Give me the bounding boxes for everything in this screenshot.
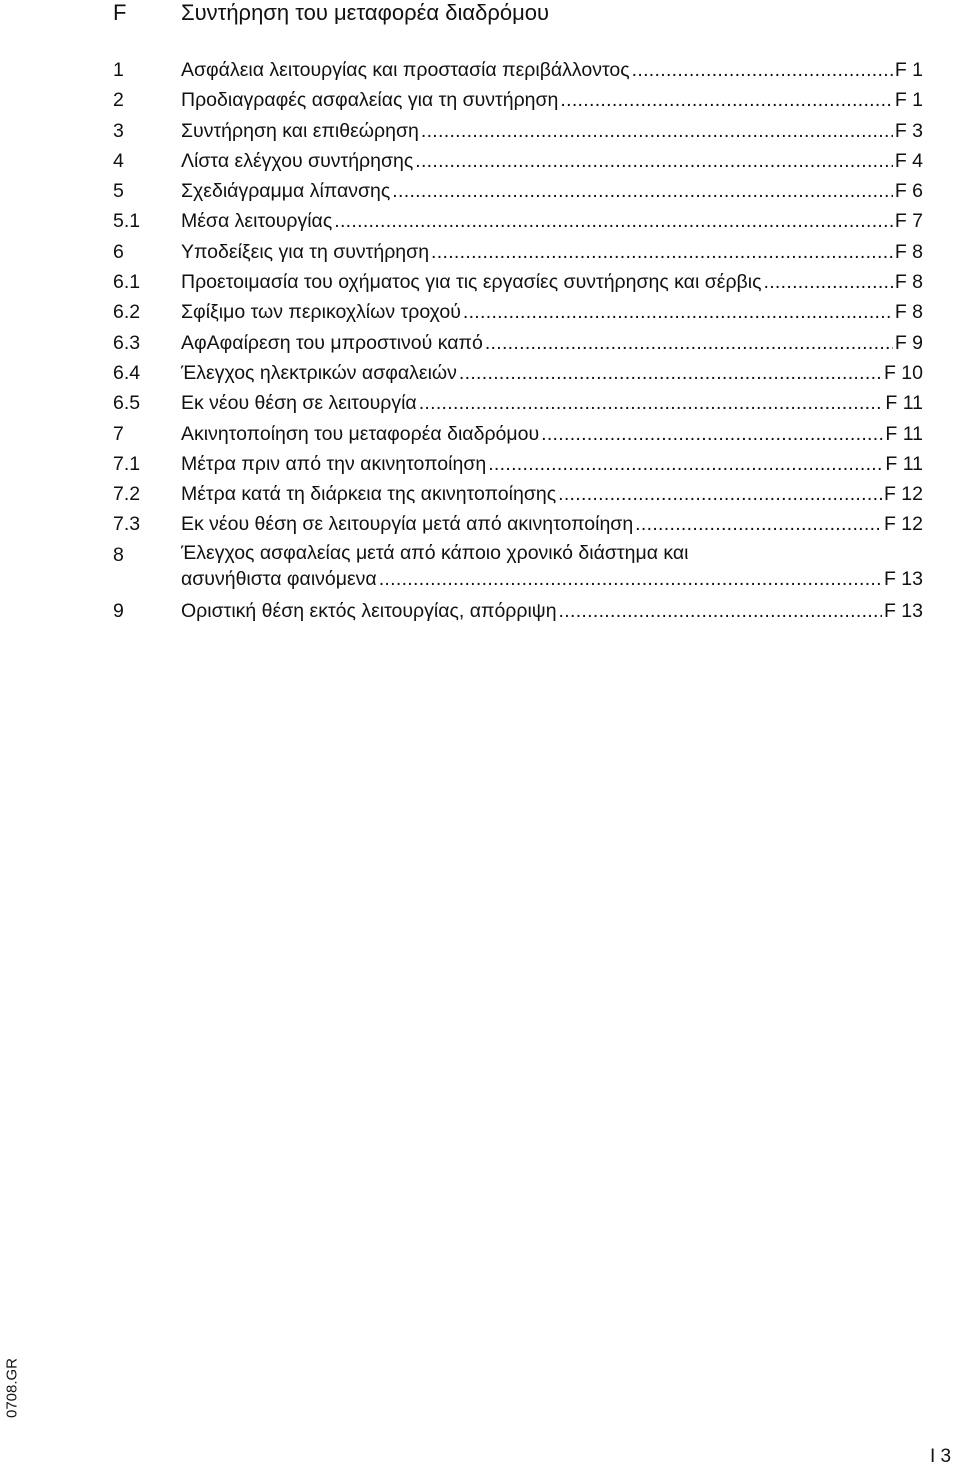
toc-entry-body: [181, 328, 923, 358]
toc-entry-body: [181, 479, 923, 509]
toc-entry-page: F 6: [894, 180, 923, 203]
toc-entry-number: 8: [113, 543, 124, 566]
toc-dot-leader: [559, 596, 882, 626]
toc-entry-page: F 13: [883, 599, 923, 622]
toc-entry-line: [181, 388, 923, 418]
document-code: [0, 1348, 24, 1428]
toc-dot-leader: [632, 55, 893, 85]
toc-entry-body: [181, 509, 923, 539]
toc-dot-leader: [558, 479, 882, 509]
toc-dot-leader: [560, 85, 892, 115]
toc-entry-body: [181, 297, 923, 327]
toc-entry-page: F 10: [883, 361, 923, 384]
toc-entry-title: Λίστα ελέγχου συντήρησης: [181, 149, 414, 172]
toc-entry-line: [181, 176, 923, 206]
toc-entry-body: [181, 358, 923, 388]
toc-entry-line: [181, 566, 923, 592]
toc-entry-line: [181, 206, 923, 236]
toc-entry-page: F 8: [894, 271, 923, 294]
chapter-title: Συντήρηση του μεταφορέα διαδρόμου: [181, 0, 550, 25]
toc-entry-page: F 9: [894, 331, 923, 354]
toc-dot-leader: [635, 509, 882, 539]
toc-entry-body: [181, 116, 923, 146]
toc-entry-number: 7.2: [113, 483, 141, 506]
toc-entry-number: 6.5: [113, 392, 141, 415]
toc-entry: [113, 176, 923, 206]
toc-entry-number: 5.1: [113, 210, 141, 233]
toc-entry-page: F 3: [894, 119, 923, 142]
toc-entry-body: [181, 85, 923, 115]
toc-entry-title: Οριστική θέση εκτός λειτουργίας, απόρριψη: [181, 599, 557, 622]
toc-entry-title: Εκ νέου θέση σε λειτουργία: [181, 392, 417, 415]
toc-dot-leader: [379, 566, 882, 592]
chapter-heading: [0, 0, 960, 28]
toc-entry-page: F 4: [894, 149, 923, 172]
toc-entry-title: ΑφΑφαίρεση του μπροστινού καπό: [181, 331, 483, 354]
toc-dot-leader: [415, 146, 893, 176]
toc-entry: [113, 146, 923, 176]
toc-entry: [113, 596, 923, 626]
toc-entry: [113, 267, 923, 297]
toc-entry-title: Σφίξιμο των περικοχλίων τροχού: [181, 301, 461, 324]
toc-entry-title: Μέτρα κατά τη διάρκεια της ακινητοποίησης: [181, 483, 557, 506]
toc-entry-number: 3: [113, 119, 124, 142]
toc-entry-number: 7.1: [113, 452, 141, 475]
toc-entry-body: [181, 55, 923, 85]
toc-entry-title: Ασφάλεια λειτουργίας και προστασία περιβάλλοντος: [181, 59, 630, 81]
toc-entry: [113, 358, 923, 388]
toc-entry-title: Ακινητοποίηση του μεταφορέα διαδρόμου: [181, 422, 540, 445]
toc-entry-number: 6.2: [113, 301, 141, 324]
toc-entry-line: [181, 55, 923, 85]
toc-entry-line: [181, 358, 923, 388]
toc-entry-body: [181, 449, 923, 479]
toc-entry-title: Μέσα λειτουργίας: [181, 210, 333, 233]
toc-entry-page: F 8: [894, 301, 923, 324]
toc-entry-body: [181, 267, 923, 297]
toc-dot-leader: [485, 328, 893, 358]
toc-entry: [113, 55, 923, 85]
toc-entry: [113, 540, 923, 596]
toc-entry-title: Προδιαγραφές ασφαλείας για τη συντήρηση: [181, 89, 559, 112]
toc-dot-leader: [392, 176, 893, 206]
toc-entry: [113, 388, 923, 418]
toc-entry: [113, 479, 923, 509]
toc-entry-number: 4: [113, 149, 124, 172]
toc-entry-page: F 1: [894, 59, 923, 81]
toc-entry-line: [181, 146, 923, 176]
toc-entry-line: [181, 479, 923, 509]
toc-entry-number: 9: [113, 599, 124, 622]
toc-entry-line: [181, 509, 923, 539]
toc-dot-leader: [334, 206, 893, 236]
toc-entry-number: 6.1: [113, 271, 141, 294]
toc-entry-page: F 11: [885, 392, 923, 415]
toc-dot-leader: [431, 237, 893, 267]
toc-entry-title: Υποδείξεις για τη συντήρηση: [181, 240, 430, 263]
toc-dot-leader: [419, 388, 884, 418]
toc-dot-leader: [541, 419, 883, 449]
toc-dot-leader: [463, 297, 893, 327]
toc-entry-page: F 12: [883, 483, 923, 506]
toc-entry-number: 1: [113, 59, 124, 81]
toc-entry-body: [181, 206, 923, 236]
toc-entry-number: 6.4: [113, 361, 141, 384]
toc-entry-title: Συντήρηση και επιθεώρηση: [181, 119, 419, 142]
toc-entry-title: Έλεγχος ασφαλείας μετά από κάποιο χρονικό διάστημα και: [181, 541, 689, 564]
toc-entry: [113, 116, 923, 146]
toc-entry: [113, 328, 923, 358]
document-code-text: 0708.GR: [3, 1357, 21, 1419]
toc-entry-line: [181, 237, 923, 267]
page-number: I 3: [930, 1446, 952, 1467]
toc-entry-title: Σχεδιάγραμμα λίπανσης: [181, 180, 391, 203]
toc-entry-line: [181, 328, 923, 358]
chapter-letter: F: [113, 0, 127, 25]
toc-entry-title: Έλεγχος ηλεκτρικών ασφαλειών: [181, 361, 457, 384]
toc-entry: [113, 449, 923, 479]
toc-dot-leader: [763, 267, 892, 297]
toc-entry-number: 2: [113, 89, 124, 112]
toc-entry-number: 7: [113, 422, 124, 445]
toc-entry-line: [181, 267, 923, 297]
toc-entry: [113, 419, 923, 449]
toc-entry-page: F 7: [894, 210, 923, 233]
toc-entry-body: [181, 419, 923, 449]
toc-dot-leader: [459, 358, 882, 388]
toc-entry-page: F 13: [883, 567, 923, 590]
toc-entry-page: F 12: [883, 513, 923, 536]
toc-entry-body: [181, 237, 923, 267]
toc-entry: [113, 297, 923, 327]
toc-entry-title: Προετοιμασία του οχήματος για τις εργασίες συντήρησης και σέρβις: [181, 271, 762, 294]
toc-entry: [113, 206, 923, 236]
toc-entry-number: 7.3: [113, 513, 141, 536]
toc-entry-body: [181, 596, 923, 626]
toc-entry-line: [181, 596, 923, 626]
toc-entry-line: [181, 449, 923, 479]
toc-entry-page: F 1: [894, 89, 923, 112]
table-of-contents: [113, 55, 923, 626]
toc-entry-page: F 11: [885, 452, 923, 475]
toc-entry-page: F 11: [885, 422, 923, 445]
toc-entry: [113, 509, 923, 539]
toc-entry-title: Μέτρα πριν από την ακινητοποίηση: [181, 452, 487, 475]
toc-entry-number: 6: [113, 240, 124, 263]
toc-dot-leader: [488, 449, 883, 479]
toc-entry-number: 6.3: [113, 331, 141, 354]
toc-entry-line: [181, 419, 923, 449]
toc-entry-page: F 8: [894, 240, 923, 263]
toc-entry-title: Εκ νέου θέση σε λειτουργία μετά από ακινητοποίηση: [181, 513, 634, 536]
toc-entry-line: [181, 85, 923, 115]
toc-entry-line: [181, 297, 923, 327]
toc-entry-body: [181, 388, 923, 418]
toc-dot-leader: [421, 116, 893, 146]
toc-entry: [113, 85, 923, 115]
toc-entry-number: 5: [113, 180, 124, 203]
toc-entry-body: [181, 146, 923, 176]
toc-entry-title-continued: ασυνήθιστα φαινόμενα: [181, 567, 377, 590]
toc-entry: [113, 237, 923, 267]
toc-entry-body: [181, 540, 923, 596]
toc-entry-body: [181, 176, 923, 206]
toc-entry-line: [181, 116, 923, 146]
